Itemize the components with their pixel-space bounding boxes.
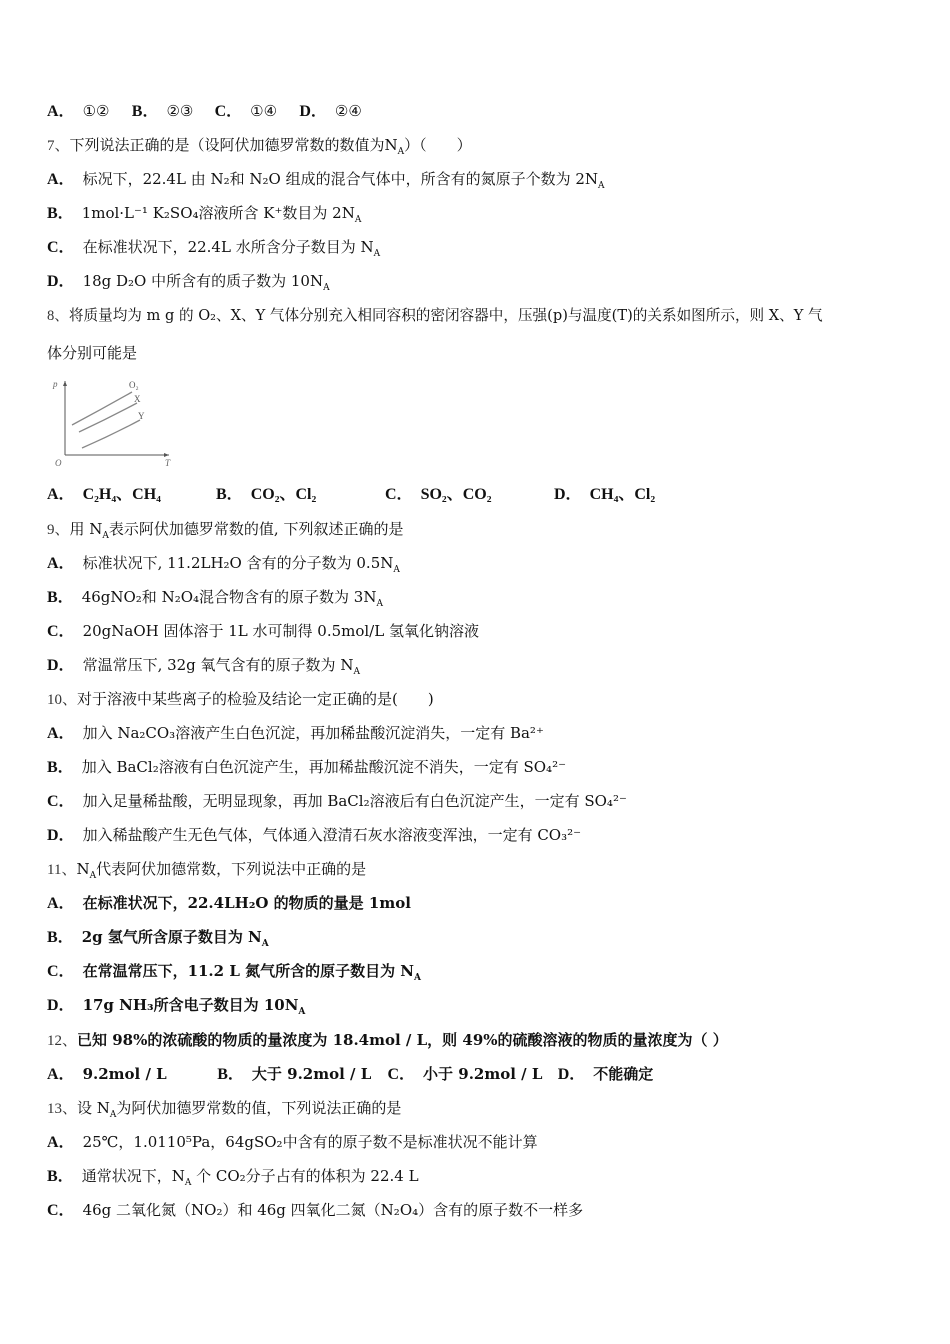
q7-option-c: C． 在标准状况下，22.4L 水所含分子数目为 $N_A$ [47,238,381,259]
y-axis-label: p [53,379,58,389]
q9-option-a: A． 标准状况下, 11.2LH₂O 含有的分子数为 $0.5N_A$ [47,554,400,575]
q8-options [47,485,655,505]
origin-label: O [55,458,62,467]
q10-stem: 10、对于溶液中某些离子的检验及结论一定正确的是( ) [47,690,434,708]
q6-option-a: A． ①② [47,102,110,120]
q8-option-d: D． CH₄、Cl₂ [554,486,656,503]
q10-option-d: D． 加入稀盐酸产生无色气体，气体通入澄清石灰水溶液变浑浊，一定有 CO₃²⁻ [47,826,582,844]
q7-option-b: B． 1mol·L⁻¹ K₂SO₄溶液所含 K⁺数目为 $2N_A$ [47,204,362,225]
q13-option-b: B． 通常状况下，$N_A$ 个 CO₂分子占有的体积为 22.4 L [47,1167,419,1188]
q12-option-b: B． 大于 9.2mol / L [217,1065,372,1083]
q7-option-d: D． 18g D₂O 中所含有的质子数为 $10N_A$ [47,272,330,293]
q10-option-b: B． 加入 BaCl₂溶液有白色沉淀产生，再加稀盐酸沉淀不消失，一定有 SO₄²⁻ [47,758,566,776]
q8-option-b: B． CO₂、Cl₂ [216,486,317,503]
q12-option-d: D． 不能确定 [557,1065,654,1083]
q11-stem: 11、$N_A$代表阿伏加德常数，下列说法中正确的是 [47,860,367,881]
q6-option-c: C． ①④ [214,102,278,120]
q13-option-a: A． 25℃，1.0110⁵Pa，64gSO₂中含有的原子数不是标准状况不能计算 [47,1133,538,1151]
q11-option-a: A． 在标准状况下，22.4LH₂O 的物质的量是 1mol [47,894,411,912]
q12-stem: 12、已知 98%的浓硫酸的物质的量浓度为 18.4mol / L，则 49%的硫酸溶液的物质的量浓度为（ ） [47,1031,728,1049]
q9-option-c: C． 20gNaOH 固体溶于 1L 水可制得 0.5mol/L 氢氧化钠溶液 [47,622,479,640]
q11-option-d: D． 17g NH₃所含电子数目为 $10N_A$ [47,996,306,1017]
q11-option-c: C． 在常温常压下，11.2 L 氮气所含的原子数目为 $N_A$ [47,962,422,983]
curve-y-label: Y [138,411,145,421]
q13-option-c: C． 46g 二氧化氮（NO₂）和 46g 四氧化二氮（N₂O₄）含有的原子数不一样多 [47,1201,584,1219]
q7-option-a: A． 标况下，22.4L 由 N₂和 N₂O 组成的混合气体中，所含有的氮原子个数为 $2N_A$ [47,170,605,191]
q8-stem-line2: 体分别可能是 [47,344,138,362]
q10-option-c: C． 加入足量稀盐酸，无明显现象，再加 BaCl₂溶液后有白色沉淀产生，一定有 SO₄²⁻ [47,792,627,810]
q12-option-a: A． 9.2mol / L [47,1065,167,1083]
q6-options [47,101,362,122]
q9-option-d: D． 常温常压下, 32g 氧气含有的原子数为 $N_A$ [47,656,360,677]
x-axis-label: T [165,458,171,467]
q9-stem: 9、用 $N_A$表示阿伏加德罗常数的值, 下列叙述正确的是 [47,520,404,541]
q8-p-t-graph [47,375,177,467]
q12-options [47,1064,653,1085]
q9-option-b: B． 46gNO₂和 N₂O₄混合物含有的原子数为 $3N_A$ [47,588,383,609]
curve-o2-label: O₂ [129,380,139,390]
q6-option-b: B． ②③ [131,102,194,120]
q10-option-a: A． 加入 Na₂CO₃溶液产生白色沉淀，再加稀盐酸沉淀消失，一定有 Ba²⁺ [47,724,544,742]
q8-option-c: C． SO₂、CO₂ [385,486,492,503]
q6-option-d: D． ②④ [299,102,362,120]
q11-option-b: B． 2g 氢气所含原子数目为 $N_A$ [47,928,269,949]
curve-x-label: X [134,394,141,404]
q8-option-a: A． C₂H₄、CH₄ [47,486,161,503]
curve-y [82,420,140,448]
q8-stem-line1: 8、将质量均为 m g 的 O₂、X、Y 气体分别充入相同容积的密闭容器中，压强(p)与温度(T)的关系如图所示，则 X、Y 气 [47,307,823,324]
q7-stem: 7、下列说法正确的是（设阿伏加德罗常数的数值为$N_A$）（ ） [47,136,472,157]
q12-option-c: C． 小于 9.2mol / L [387,1065,543,1083]
curve-x [79,403,137,432]
q13-stem: 13、设 $N_A$为阿伏加德罗常数的值，下列说法正确的是 [47,1099,402,1120]
curve-o2 [72,392,132,425]
